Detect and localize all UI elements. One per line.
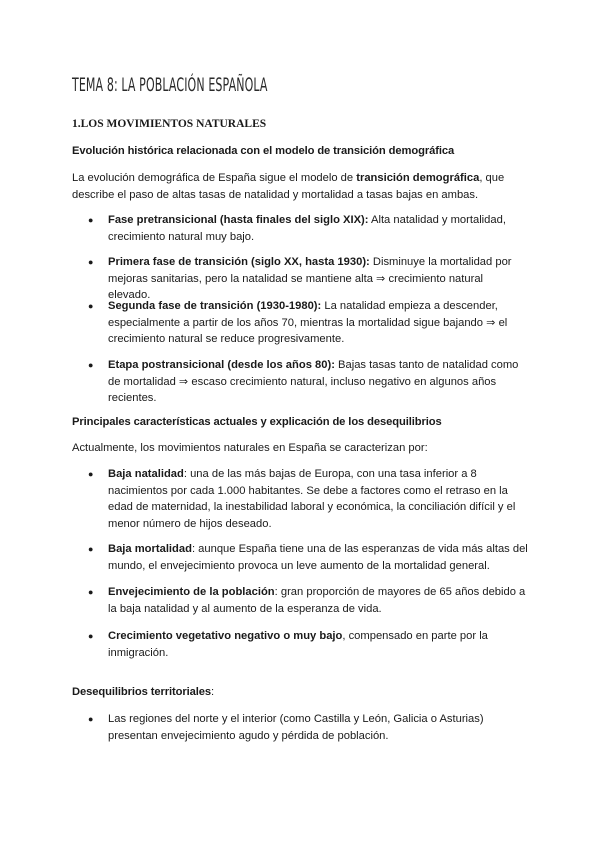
bullet-icon: ● [88, 469, 94, 479]
bullet-icon: ● [88, 714, 94, 724]
feature-title: Baja natalidad [108, 468, 184, 480]
phase-title: Fase pretransicional (hasta finales del siglo XIX): [108, 214, 369, 226]
intro-text-pre: La evolución demográfica de España sigue el modelo de [72, 172, 357, 184]
list-item-phase [108, 298, 528, 348]
bullet-icon: ● [88, 301, 94, 311]
feature-text: : aunque España tiene una de las esperanzas de vida más altas del mundo, el envejecimiento provoca un leve aumento de la mortalidad general. [108, 543, 528, 572]
list-item-territorial: Las regiones del norte y el interior (como Castilla y León, Galicia o Asturias) presentan envejecimiento agudo y pérdida de población. [108, 713, 484, 742]
feature-text: , compensado en parte por la inmigración. [108, 630, 488, 659]
list-item-phase [108, 254, 528, 304]
list-item-feature [108, 584, 528, 617]
bullet-icon: ● [88, 631, 94, 641]
subheading-evolution: Evolución histórica relacionada con el modelo de transición demográfica [72, 145, 455, 157]
feature-text: : gran proporción de mayores de 65 años debido a la baja natalidad y al aumento de la esperanza de vida. [108, 586, 526, 615]
list-item-phase [108, 212, 528, 245]
page-title: TEMA 8: LA POBLACIÓN ESPAÑOLA [72, 74, 268, 96]
intro-text-bold: transición demográfica [356, 172, 480, 184]
phase-title: Segunda fase de transición (1930-1980): [108, 300, 322, 312]
phase-title: Etapa postransicional (desde los años 80): [108, 359, 335, 371]
bullet-icon: ● [88, 544, 94, 554]
list-item-feature [108, 628, 528, 661]
feature-text: : una de las más bajas de Europa, con una tasa inferior a 8 nacimientos por cada 1.000 habitantes. Se debe a factores como el retraso en la edad de maternidad, la inestabilidad laboral y económica, la conciliación difícil y el menor número de hijos deseado. [108, 468, 516, 530]
feature-title: Envejecimiento de la población [108, 586, 275, 598]
list-item-feature [108, 541, 528, 574]
section-heading: 1.LOS MOVIMIENTOS NATURALES [72, 118, 267, 130]
subheading-territorial-text: Desequilibrios territoriales [72, 686, 211, 698]
bullet-icon: ● [88, 587, 94, 597]
phase-text: Disminuye la mortalidad por mejoras sanitarias, pero la natalidad se mantiene alta ⇒ crecimiento natural elevado. [108, 256, 512, 301]
subheading-territorial-colon: : [210, 686, 214, 698]
intro-text-post: , que describe el paso de altas tasas de natalidad y mortalidad a tasas bajas en ambas. [72, 172, 505, 201]
subheading-characteristics: Principales características actuales y explicación de los desequilibrios [72, 416, 442, 428]
intro-paragraph [72, 170, 542, 203]
list-item-phase [108, 357, 528, 407]
intro2-paragraph: Actualmente, los movimientos naturales en España se caracterizan por: [72, 442, 428, 454]
list-item-feature [108, 466, 528, 532]
bullet-icon: ● [88, 215, 94, 225]
subheading-territorial [72, 686, 214, 698]
phase-text: La natalidad empieza a descender, especialmente a partir de los años 70, mientras la mortalidad sigue bajando ⇒ el crecimiento natural se reduce progresivamente. [108, 300, 508, 345]
feature-title: Baja mortalidad [108, 543, 192, 555]
bullet-icon: ● [88, 360, 94, 370]
phase-title: Primera fase de transición (siglo XX, hasta 1930): [108, 256, 370, 268]
phase-text: Alta natalidad y mortalidad, crecimiento natural muy bajo. [108, 214, 506, 243]
phase-text: Bajas tasas tanto de natalidad como de mortalidad ⇒ escaso crecimiento natural, incluso negativo en algunos años recientes. [108, 359, 519, 404]
bullet-icon: ● [88, 257, 94, 267]
feature-title: Crecimiento vegetativo negativo o muy bajo [108, 630, 343, 642]
